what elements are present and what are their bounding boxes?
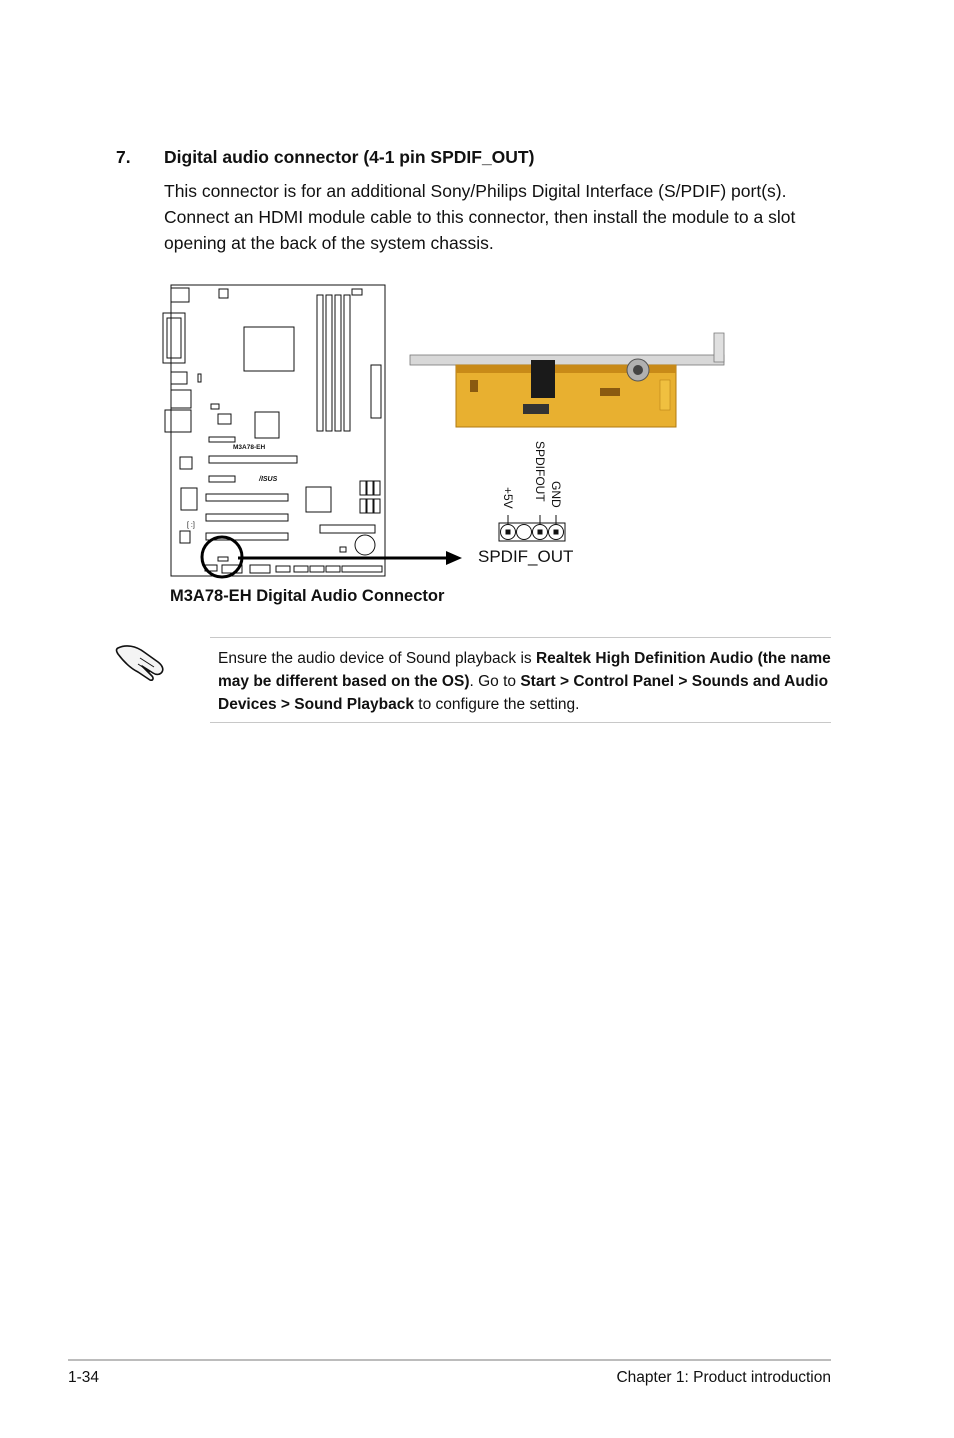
pin-header-diagram [499, 515, 565, 541]
note-emphasis-menu-path: Start > Control Panel > Sounds and Audio Devices > Sound Playback [218, 673, 829, 713]
hand-pointing-icon [112, 636, 172, 684]
note-text-part-3: to configure the setting. [414, 696, 580, 713]
pointer-arrowhead [446, 551, 462, 565]
pin-label-spdifout: SPDIFOUT [533, 441, 547, 502]
note-top-rule [210, 637, 831, 638]
section-body: This connector is for an additional Sony/Philips Digital Interface (S/PDIF) port(s). Connect an HDMI module cable to this connector, then install the module to a slot opening at the back of the system chassis. [164, 181, 796, 253]
chapter-title: Chapter 1: Product introduction [616, 1369, 831, 1386]
brand-logo-label: /ISUS [259, 476, 278, 483]
note-text-part-2: . Go to [469, 673, 521, 690]
board-model-label: M3A78-EH [233, 444, 266, 451]
section-number: 7. [116, 147, 131, 167]
pin-label-5v: +5V [501, 487, 515, 509]
note-text [218, 647, 838, 716]
connector-label: SPDIF_OUT [478, 547, 574, 566]
spdif-module-image [410, 333, 724, 427]
motherboard-diagram [163, 285, 385, 576]
spdif-figure [0, 0, 954, 620]
page-number: 1-34 [68, 1369, 100, 1386]
svg-text:[ :]: [ :] [187, 522, 195, 529]
figure-caption: M3A78-EH Digital Audio Connector [170, 587, 445, 605]
note-bottom-rule [210, 722, 831, 723]
pin-label-gnd: GND [549, 481, 563, 508]
note-text-part-1: Ensure the audio device of Sound playback is [218, 650, 536, 667]
footer-rule [68, 1359, 831, 1361]
note-emphasis-audio-device: Realtek High Definition Audio (the name may be different based on the OS) [218, 650, 831, 690]
section-title: Digital audio connector (4-1 pin SPDIF_OUT) [164, 147, 535, 167]
